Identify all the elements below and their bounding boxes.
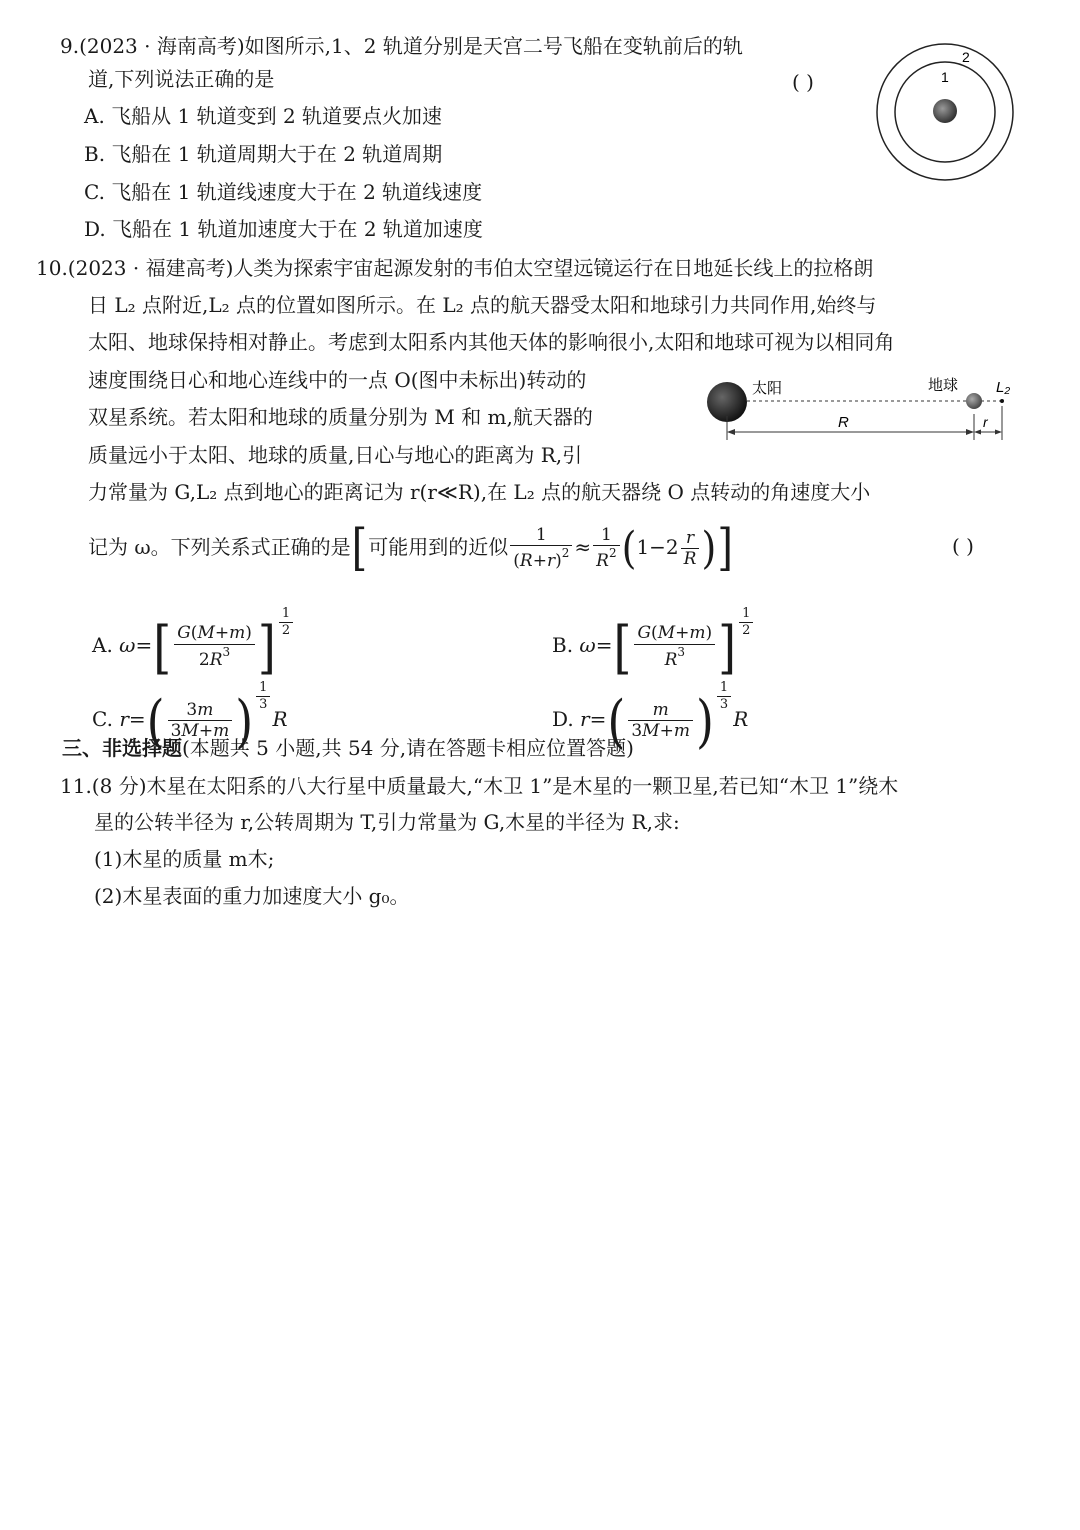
q10-stem-line4: 速度围绕日心和地心连线中的一点 O(图中未标出)转动的 (88, 368, 587, 392)
orbit-1-label: 1 (941, 69, 949, 85)
q10-stem-line5: 双星系统。若太阳和地球的质量分别为 M 和 m,航天器的 (88, 405, 593, 429)
hint-fraction-r-over-R: $\frac{r}{R}$ (681, 528, 700, 570)
q10-hint-prefix: 可能用到的近似 (368, 534, 509, 559)
l2-label: L₂ (996, 379, 1011, 396)
q10-stem-line7: 力常量为 G,L₂ 点到地心的距离记为 r(r≪R),在 L₂ 点的航天器绕 O 点转动的角速度大小 (88, 480, 871, 504)
q10-stem-line2: 日 L₂ 点附近,L₂ 点的位置如图所示。在 L₂ 点的航天器受太阳和地球引力共同作用,始终与 (88, 293, 877, 317)
q10-option-a: A. ω=[ $\frac{G(M+m)}{2R^3}$ ] $\frac{1}{2}$ (92, 594, 295, 673)
q10-option-b: B. ω=[ $\frac{G(M+m)}{R^3}$ ] $\frac{1}{2}$ (552, 594, 755, 673)
q9-option-c: C. 飞船在 1 轨道线速度大于在 2 轨道线速度 (84, 180, 483, 204)
q10-stem-line6: 质量远小于太阳、地球的质量,日心与地心的距离为 R,引 (88, 443, 583, 467)
r-label: r (983, 414, 988, 430)
earth-label: 地球 (928, 377, 959, 394)
q10-answer-bracket: ( ) (952, 534, 974, 558)
q9-option-a: A. 飞船从 1 轨道变到 2 轨道要点火加速 (84, 104, 443, 128)
q9-orbit-figure (868, 30, 1038, 200)
q10-stem-line8: 记为 ω。下列关系式正确的是 (88, 534, 351, 559)
sun-label: 太阳 (752, 380, 783, 397)
planet-icon (933, 99, 957, 123)
q11-stem-line2: 星的公转半径为 r,公转周期为 T,引力常量为 G,木星的半径为 R,求: (94, 810, 680, 834)
q9-option-b: B. 飞船在 1 轨道周期大于在 2 轨道周期 (84, 142, 443, 166)
section3-heading (62, 738, 634, 758)
hint-fraction-right: $\frac{1}{R^2}$ (593, 525, 619, 572)
orbit-2-label: 2 (962, 49, 970, 65)
section3-title: 三、非选择题 (62, 736, 182, 760)
q9-stem-line1: 9.(2023 · 海南高考)如图所示,1、2 轨道分别是天宫二号飞船在变轨前后的轨 (60, 34, 743, 58)
R-label: R (838, 414, 849, 431)
l2-point-icon (1000, 399, 1004, 403)
q11-sub2: (2)木星表面的重力加速度大小 g₀。 (94, 884, 410, 908)
section3-note: (本题共 5 小题,共 54 分,请在答题卡相应位置答题) (182, 736, 634, 760)
q10-option-c: C. r=( $\frac{3m}{3M+m}$ ) $\frac{1}{3}$ R (92, 680, 288, 755)
q11-sub1: (1)木星的质量 m木; (94, 847, 275, 871)
q9-stem-line2: 道,下列说法正确的是 (88, 67, 275, 91)
q10-option-d: D. r=( $\frac{m}{3M+m}$ ) $\frac{1}{3}$ R (552, 680, 749, 755)
q10-sun-earth-figure (700, 360, 1030, 450)
earth-icon (966, 393, 982, 409)
q10-stem-line3: 太阳、地球保持相对静止。考虑到太阳系内其他天体的影响很小,太阳和地球可视为以相同角 (88, 330, 895, 354)
q10-stem-line8-row: 记为 ω。下列关系式正确的是[可能用到的近似 $\frac{1}{(R+r)^2}$ ≈ $\frac{1}{R^2}$ (1−2 $\frac{r}{R}$ )] (88, 519, 733, 578)
q9-option-d: D. 飞船在 1 轨道加速度大于在 2 轨道加速度 (84, 217, 483, 241)
q10-stem-line1: 10.(2023 · 福建高考)人类为探索宇宙起源发射的韦伯太空望远镜运行在日地延长线上的拉格朗 (36, 256, 874, 280)
q9-answer-bracket: ( ) (792, 70, 814, 94)
q11-stem-line1: 11.(8 分)木星在太阳系的八大行星中质量最大,“木卫 1”是木星的一颗卫星,若已知“木卫 1”绕木 (60, 774, 899, 798)
hint-fraction-left: $\frac{1}{(R+r)^2}$ (510, 525, 572, 572)
